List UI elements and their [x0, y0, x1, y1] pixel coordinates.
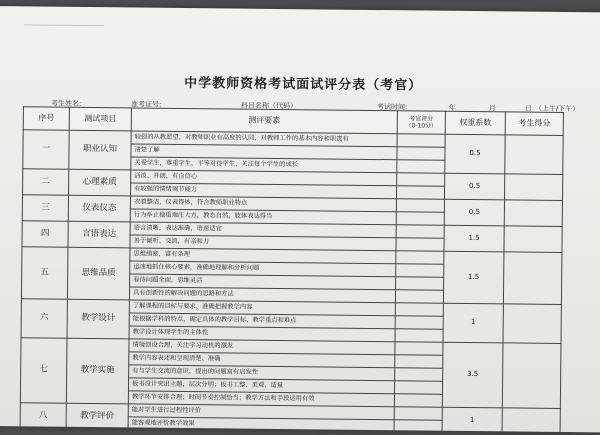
row-number: 四 [22, 221, 68, 247]
evaluation-element: 教学内容表述和呈现清楚、准确 [129, 352, 395, 368]
faint-mark [24, 24, 104, 28]
weight-value: 1 [442, 407, 502, 434]
candidate-score-cell[interactable] [504, 174, 562, 201]
header-final-score: 考生得分 [505, 112, 563, 136]
examiner-score-cell[interactable] [395, 303, 443, 317]
examiner-score-cell[interactable] [397, 160, 445, 174]
evaluation-element: 活泼、开朗，有自信心 [131, 170, 397, 186]
score-sheet-paper [0, 6, 600, 432]
examiner-score-cell[interactable] [395, 368, 443, 382]
candidate-info-line [50, 99, 600, 114]
row-number: 六 [21, 299, 67, 338]
test-item: 心理素质 [69, 169, 131, 196]
examiner-score-cell[interactable] [397, 147, 445, 161]
header-no: 序号 [23, 107, 69, 130]
test-item: 教学评价 [66, 403, 128, 430]
evaluation-element: 具有创新性的解决问题的思路和方法 [129, 287, 395, 303]
test-item: 教学实施 [66, 338, 129, 404]
candidate-score-cell[interactable] [504, 226, 562, 253]
evaluation-element: 清楚了解 [131, 144, 397, 160]
weight-value: 1.5 [443, 251, 504, 304]
evaluation-element: 有较强的情绪调节能力 [131, 183, 397, 199]
score-table [20, 106, 564, 435]
examiner-score-cell[interactable] [395, 290, 443, 304]
test-item: 思维品质 [67, 247, 130, 300]
evaluation-element: 行为举止稳重端庄大方，教态自然，肢体表达得当 [130, 209, 396, 225]
header-weight: 权重系数 [445, 111, 505, 135]
evaluation-element: 语言清晰，表达准确，语速适宜 [130, 222, 396, 238]
weight-value: 3.5 [442, 342, 503, 408]
month-label: 月 [488, 104, 496, 113]
weight-value: 0.5 [445, 134, 505, 174]
examiner-score-cell[interactable] [397, 173, 445, 187]
examiner-score-cell[interactable] [396, 199, 444, 213]
examiner-score-cell[interactable] [396, 238, 444, 252]
header-requirements: 测评要素 [131, 108, 397, 134]
weight-value: 1 [443, 303, 503, 343]
weight-value: 0.5 [444, 199, 504, 226]
candidate-score-cell[interactable] [505, 135, 563, 175]
examiner-score-cell[interactable] [394, 420, 442, 434]
evaluation-element: 能根据学科的特点，确定具体的教学目标、教学重点和难点 [129, 313, 395, 329]
examiner-score-cell[interactable] [396, 264, 444, 278]
sheet-title: 中学教师资格考试面试评分表（考官） [184, 75, 423, 94]
test-item: 职业认知 [69, 130, 131, 170]
candidate-score-cell[interactable] [502, 408, 560, 435]
evaluation-element: 较强的从教愿望，对教师职业有高度的认同，对教师工作的基本内容和职责有 [131, 131, 397, 147]
subject-label: 科目名称（代码） [240, 101, 298, 111]
evaluation-element: 迅速地抓住核心要素，准确地理解和分析问题 [130, 261, 396, 277]
header-item: 测试项目 [69, 107, 131, 131]
evaluation-element: 思维缜密，富有条理 [130, 248, 396, 264]
examiner-score-cell[interactable] [397, 134, 445, 148]
examiner-score-cell[interactable] [394, 381, 442, 395]
examiner-score-cell[interactable] [394, 394, 442, 408]
candidate-score-cell[interactable] [503, 304, 561, 344]
examiner-score-cell[interactable] [397, 186, 445, 200]
examiner-score-cell[interactable] [395, 329, 443, 343]
row-number: 八 [20, 403, 66, 429]
evaluation-element: 善于倾听、交流，有亲和力 [130, 235, 396, 251]
examiner-score-cell[interactable] [395, 355, 443, 369]
evaluation-element: 教学环节安排合理；时间节奏控制恰当；教学方法和手段运用有效 [128, 391, 394, 407]
row-number: 三 [22, 195, 68, 221]
examiner-score-cell[interactable] [396, 277, 444, 291]
weight-value: 0.5 [445, 173, 505, 200]
examiner-score-cell[interactable] [395, 316, 443, 330]
row-number: 七 [20, 338, 67, 403]
evaluation-element: 能客观地评价教学效果 [128, 417, 394, 433]
weight-value: 1.5 [444, 225, 504, 252]
examiner-score-cell[interactable] [396, 251, 444, 265]
evaluation-element: 衣着整洁，仪表得体，符合教师职业特点 [130, 196, 396, 212]
examiner-score-cell[interactable] [394, 407, 442, 421]
candidate-name-label: 考生姓名: [50, 99, 82, 108]
day-label: 日 [524, 104, 532, 113]
evaluation-element: 能对学生进行过程性评价 [128, 404, 394, 420]
evaluation-element: 关爱学生，尊重学生，平等对待学生，关注每个学生的成长 [131, 157, 397, 173]
row-number: 一 [23, 130, 69, 169]
test-item: 教学设计 [67, 299, 129, 339]
test-item: 仪表仪态 [68, 195, 130, 222]
admission-number-label: 准考证号: [130, 100, 162, 109]
row-number: 二 [23, 169, 69, 195]
evaluation-element: 情境创设合理，关注学习动机的激发 [129, 339, 395, 355]
evaluation-element: 有与学生交流的意识，提出的问题富有启发性 [129, 365, 395, 381]
candidate-score-cell[interactable] [504, 200, 562, 227]
evaluation-element: 看待问题全面，思维灵活 [130, 274, 396, 290]
evaluation-element: 教学设计体现学生的主体性 [129, 326, 395, 342]
ampm-label: （上午/下午） [534, 104, 580, 114]
candidate-score-cell[interactable] [502, 343, 561, 409]
examiner-score-cell[interactable] [395, 342, 443, 356]
test-item: 言语表达 [68, 221, 130, 248]
header-examiner-score: 考官评分 （0-10分） [397, 111, 445, 135]
year-label: 年 [448, 103, 457, 112]
row-number: 五 [21, 247, 68, 299]
examiner-score-cell[interactable] [396, 212, 444, 226]
evaluation-element: 了解课程的目标与要求，准确把握教学内容 [129, 300, 395, 316]
exam-time-label: 考试时间: [376, 103, 408, 112]
evaluation-element: 板书设计突出主题，层次分明；板书工整、美观、适量 [128, 378, 394, 394]
candidate-score-cell[interactable] [503, 252, 562, 305]
examiner-score-cell[interactable] [396, 225, 444, 239]
